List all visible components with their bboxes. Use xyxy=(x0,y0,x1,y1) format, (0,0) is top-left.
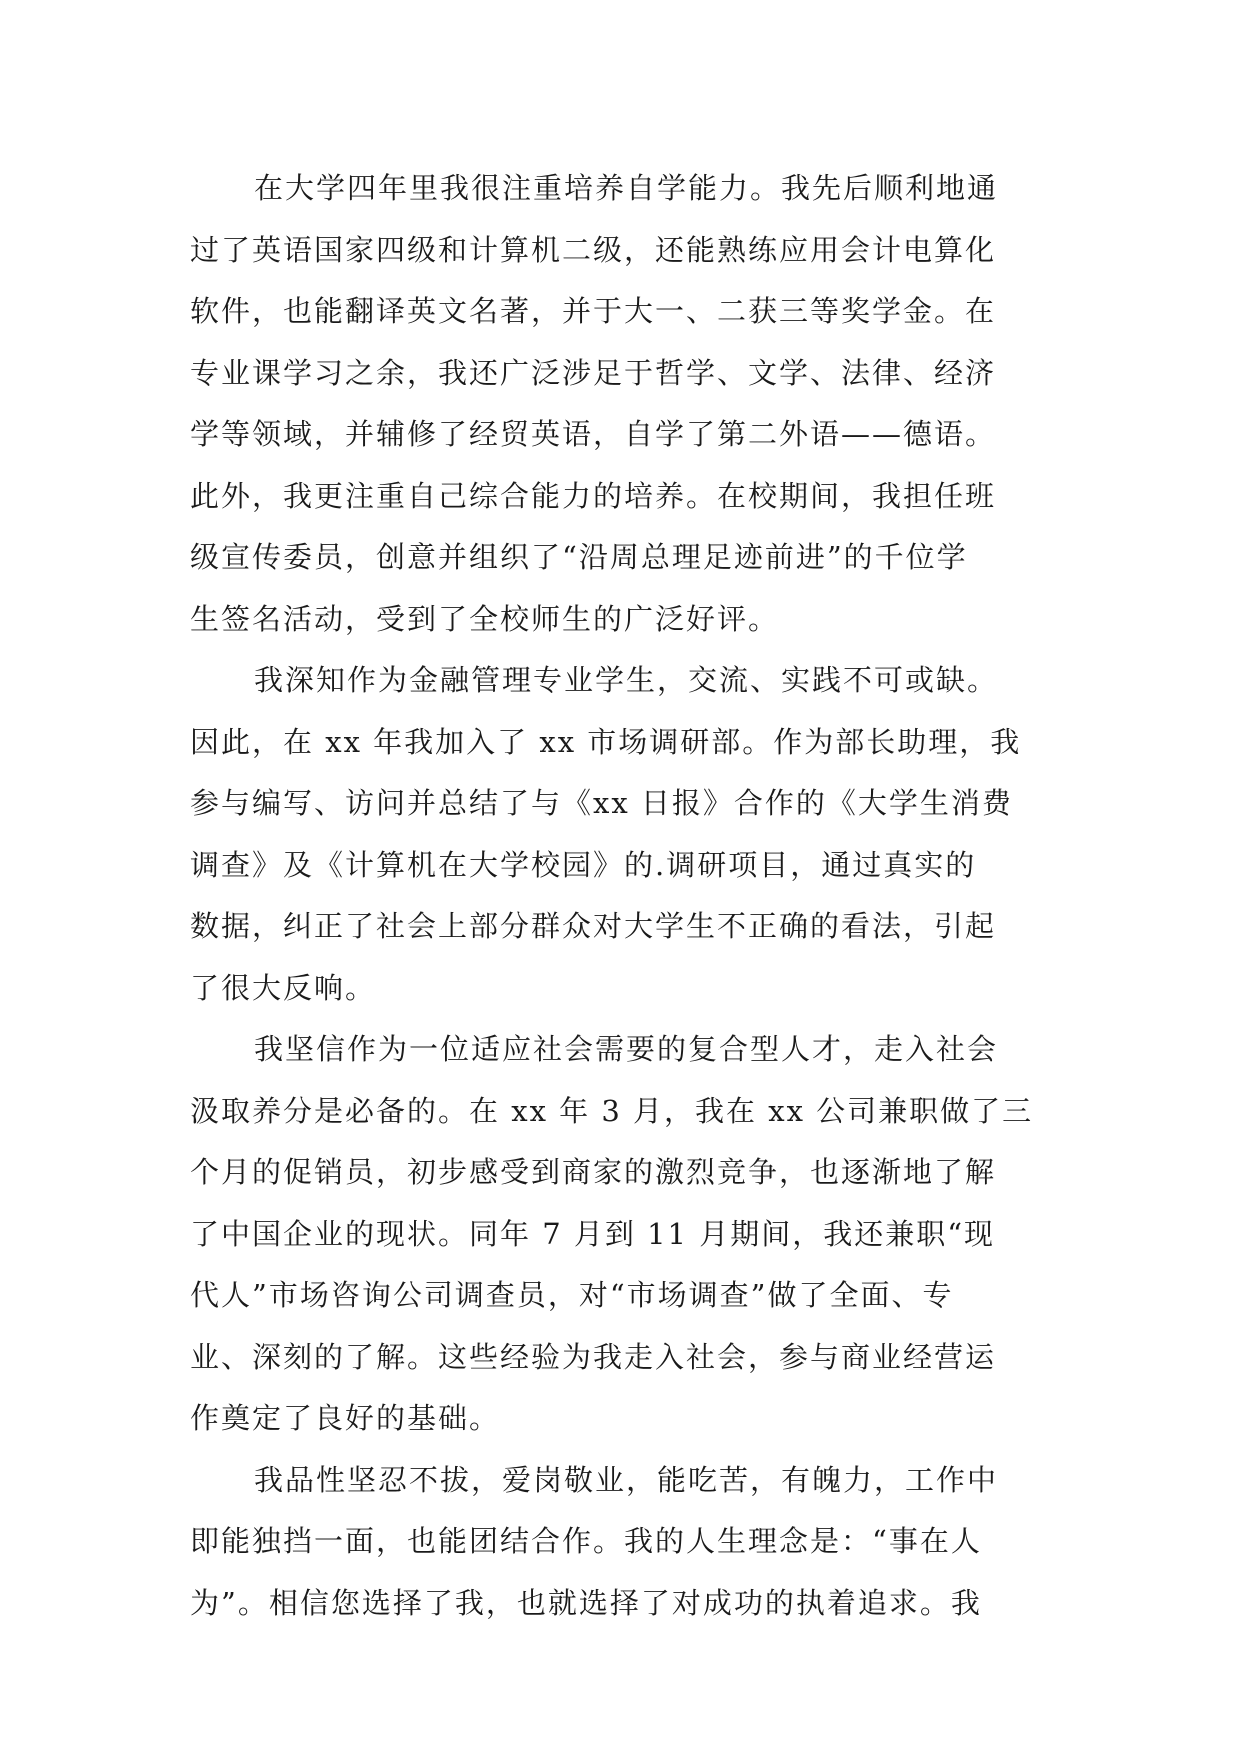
paragraph-self-study xyxy=(190,158,1070,650)
paragraph-practice xyxy=(190,650,1070,1019)
text-line: 作奠定了良好的基础。 xyxy=(190,1401,501,1435)
text-line: 在大学四年里我很注重培养自学能力。我先后顺利地通 xyxy=(254,171,999,205)
text-line: 即能独挡一面，也能团结合作。我的人生理念是：“事在人 xyxy=(190,1524,982,1558)
text-line: 个月的促销员，初步感受到商家的激烈竞争，也逐渐地了解 xyxy=(190,1155,997,1189)
text-line: 了很大反响。 xyxy=(190,970,377,1005)
text-line: 汲取养分是必备的。在 xx 年 3 月，我在 xx 公司兼职做了三 xyxy=(190,1093,1034,1128)
text-line: 参与编写、访问并总结了与《xx 日报》合作的《大学生消费 xyxy=(190,786,1013,820)
text-line: 因此，在 xx 年我加入了 xx 市场调研部。作为部长助理，我 xyxy=(190,724,1022,759)
text-line: 调查》及《计算机在大学校园》的.调研项目，通过真实的 xyxy=(190,847,977,882)
text-line: 数据，纠正了社会上部分群众对大学生不正确的看法，引起 xyxy=(190,909,997,943)
text-line: 级宣传委员，创意并组织了“沿周总理足迹前进”的千位学 xyxy=(190,540,968,574)
text-line: 生签名活动，受到了全校师生的广泛好评。 xyxy=(190,601,780,636)
text-line: 我深知作为金融管理专业学生，交流、实践不可或缺。 xyxy=(254,663,999,697)
text-line: 代人”市场咨询公司调查员，对“市场调查”做了全面、专 xyxy=(190,1278,954,1312)
text-line: 为”。相信您选择了我，也就选择了对成功的执着追求。我 xyxy=(190,1585,982,1620)
text-line: 我坚信作为一位适应社会需要的复合型人才，走入社会 xyxy=(254,1032,999,1066)
text-line: 业、深刻的了解。这些经验为我走入社会，参与商业经营运 xyxy=(190,1339,997,1374)
text-line: 过了英语国家四级和计算机二级，还能熟练应用会计电算化 xyxy=(190,232,997,267)
text-line: 软件，也能翻译英文名著，并于大一、二获三等奖学金。在 xyxy=(190,294,997,328)
text-line: 我品性坚忍不拔，爱岗敬业，能吃苦，有魄力，工作中 xyxy=(254,1462,999,1497)
text-line: 了中国企业的现状。同年 7 月到 11 月期间，我还兼职“现 xyxy=(190,1216,996,1251)
text-line: 此外，我更注重自己综合能力的培养。在校期间，我担任班 xyxy=(190,478,997,513)
paragraph-character xyxy=(190,1450,1070,1635)
document-body xyxy=(190,158,1070,1634)
text-line: 专业课学习之余，我还广泛涉足于哲学、文学、法律、经济 xyxy=(190,355,997,390)
paragraph-work-experience xyxy=(190,1019,1070,1450)
text-line: 学等领域，并辅修了经贸英语，自学了第二外语——德语。 xyxy=(190,417,997,451)
